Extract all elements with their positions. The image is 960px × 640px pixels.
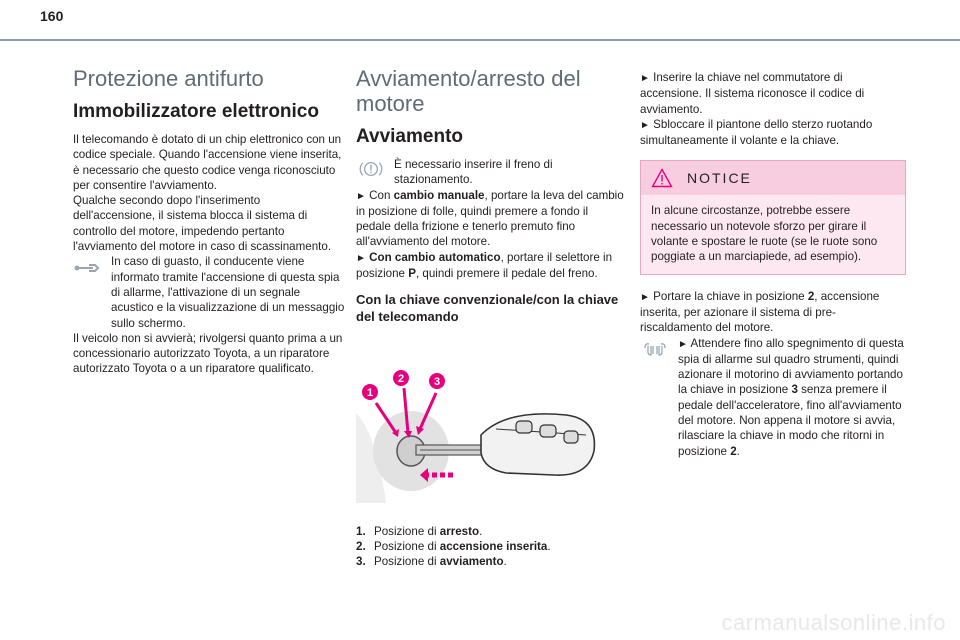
arrow-bullet-icon: ► bbox=[640, 73, 650, 84]
paragraph-manual bbox=[356, 188, 624, 250]
notice-body: In alcune circostanze, potrebbe essere necessario un notevole sforzo per girare il volante e spostare le ruote (se le ruote sono poggiate a un marciapiede, ad esempio). bbox=[641, 195, 905, 273]
key-heading: Con la chiave convenzionale/con la chiave del telecomando bbox=[356, 292, 619, 325]
position-suffix: . bbox=[503, 555, 507, 569]
step3-a: Portare la chiave in posizione bbox=[653, 289, 808, 303]
position-prefix: Posizione di bbox=[374, 555, 440, 569]
auto-bold: Con cambio automatico bbox=[369, 250, 501, 264]
paragraph-brake bbox=[356, 157, 624, 188]
column-start-stop bbox=[356, 66, 624, 570]
auto-end: , quindi premere il pedale del freno. bbox=[415, 267, 598, 281]
step4-b: senza premere il pedale dell'acceleratore, fino all'avviamento del motore. Non appena il motore si avvia, rilasciare la chiave in modo che ritorni in posizione bbox=[678, 383, 902, 458]
callout-2 bbox=[393, 370, 409, 386]
arrow-bullet-icon: ► bbox=[678, 338, 688, 350]
brake-warning-icon bbox=[356, 159, 386, 179]
notice-title: NOTICE bbox=[687, 169, 752, 186]
callout-1-label: 1 bbox=[366, 387, 374, 400]
step4-pos2: 2 bbox=[730, 444, 737, 458]
list-item bbox=[356, 524, 624, 539]
position-number: 2. bbox=[356, 539, 366, 553]
watermark: carmanualsonline.info bbox=[721, 610, 946, 635]
auto-rest: , portare il selettore in posizione bbox=[356, 250, 613, 281]
list-item bbox=[356, 539, 624, 554]
section-title-start-stop: Avviamento/arresto del motore bbox=[356, 66, 581, 116]
subtitle-starting: Avviamento bbox=[356, 126, 463, 147]
subtitle-immobilizer: Immobilizzatore elettronico bbox=[73, 101, 319, 122]
column-antitheft bbox=[73, 66, 345, 377]
position-text bbox=[374, 524, 482, 539]
step3-pos: 2 bbox=[807, 289, 815, 303]
callout-1 bbox=[362, 384, 378, 400]
step-unlock-steering bbox=[640, 117, 906, 149]
step4-pos: 3 bbox=[791, 383, 798, 397]
paragraph-chip: Il telecomando è dotato di un chip elettronico con un codice speciale. Quando l'accensione viene inserita, è necessario che questo codice venga riconosciuto per consentire l'avviamento. bbox=[73, 133, 342, 192]
wrench-warning-icon bbox=[73, 256, 103, 276]
position-text bbox=[374, 554, 507, 569]
step4-end: . bbox=[736, 444, 740, 458]
position-text bbox=[374, 539, 551, 554]
arrow-bullet-icon: ► bbox=[356, 190, 366, 202]
auto-pos: P bbox=[408, 267, 416, 281]
paragraph-dealer: Il veicolo non si avvierà; rivolgersi quanto prima a un concessionario autorizzato Toyota, a un riparatore autorizzato Toyota o a un riparatore qualificato. bbox=[73, 331, 343, 376]
manual-rest: , portare la leva del cambio in posizione di folle, quindi premere a fondo il pedale della frizione e tenerlo premuto fino all'avviamento del motore. bbox=[356, 188, 624, 249]
position-prefix: Posizione di bbox=[374, 524, 440, 538]
position-number: 1. bbox=[356, 524, 366, 538]
page-number: 160 bbox=[40, 8, 64, 24]
step-insert-key bbox=[640, 70, 906, 117]
arrow-bullet-icon: ► bbox=[640, 119, 650, 131]
position-number: 3. bbox=[356, 555, 366, 569]
warning-triangle-icon bbox=[651, 168, 673, 188]
notice-header bbox=[641, 161, 905, 195]
glow-plug-icon bbox=[640, 338, 670, 358]
paragraph-lock: Qualche secondo dopo l'inserimento dell'accensione, il sistema blocca il sistema di controllo del motore, impedendo pertanto l'avviamento del motore in caso di scassinamento. bbox=[73, 194, 332, 254]
position-bold: arresto bbox=[439, 524, 480, 538]
callout-3 bbox=[429, 373, 445, 389]
step-position-2 bbox=[640, 289, 906, 336]
position-bold: accensione inserita bbox=[439, 539, 548, 553]
paragraph-fault-text: In caso di guasto, il conducente viene informato tramite l'accensione di questa spia di allarme, l'attivazione di un segnale acustico e la visualizzazione di un messaggio sullo schermo. bbox=[111, 255, 345, 330]
arrow-bullet-icon: ► bbox=[356, 252, 366, 264]
step-unlock-steering-text: Sbloccare il piantone dello sterzo ruotando simultaneamente il volante e la chiave. bbox=[640, 117, 873, 148]
notice-box bbox=[640, 160, 906, 274]
position-list bbox=[356, 524, 624, 570]
header-rule bbox=[0, 39, 960, 41]
callout-2-label: 2 bbox=[397, 373, 405, 386]
position-suffix: . bbox=[479, 524, 483, 538]
paragraph-fault bbox=[73, 254, 345, 330]
step4-a: Attendere fino allo spegnimento di questa spia di allarme sul quadro strumenti, quindi azionare il motorino di avviamento portando la chiave in posizione bbox=[678, 336, 904, 397]
step3-b: , accensione inserita, per azionare il sistema di pre-riscaldamento del motore. bbox=[640, 289, 880, 335]
column-procedure bbox=[640, 70, 906, 459]
step-insert-key-text: Inserire la chiave nel commutatore di accensione. Il sistema riconosce il codice di avviamento. bbox=[640, 71, 865, 116]
step-wait-glow bbox=[640, 336, 906, 459]
list-item bbox=[356, 554, 624, 569]
arrow-bullet-icon: ► bbox=[640, 291, 650, 303]
position-bold: avviamento bbox=[439, 555, 504, 569]
section-title-antitheft: Protezione antifurto bbox=[73, 66, 264, 91]
callout-3-label: 3 bbox=[433, 376, 441, 389]
position-prefix: Posizione di bbox=[374, 539, 440, 553]
manual-bold: cambio manuale bbox=[393, 188, 485, 202]
brake-text: È necessario inserire il freno di stazionamento. bbox=[394, 158, 553, 187]
paragraph-automatic bbox=[356, 250, 624, 282]
key-ignition-illustration bbox=[356, 353, 612, 503]
position-suffix: . bbox=[547, 539, 551, 553]
manual-prefix: Con bbox=[369, 188, 394, 202]
